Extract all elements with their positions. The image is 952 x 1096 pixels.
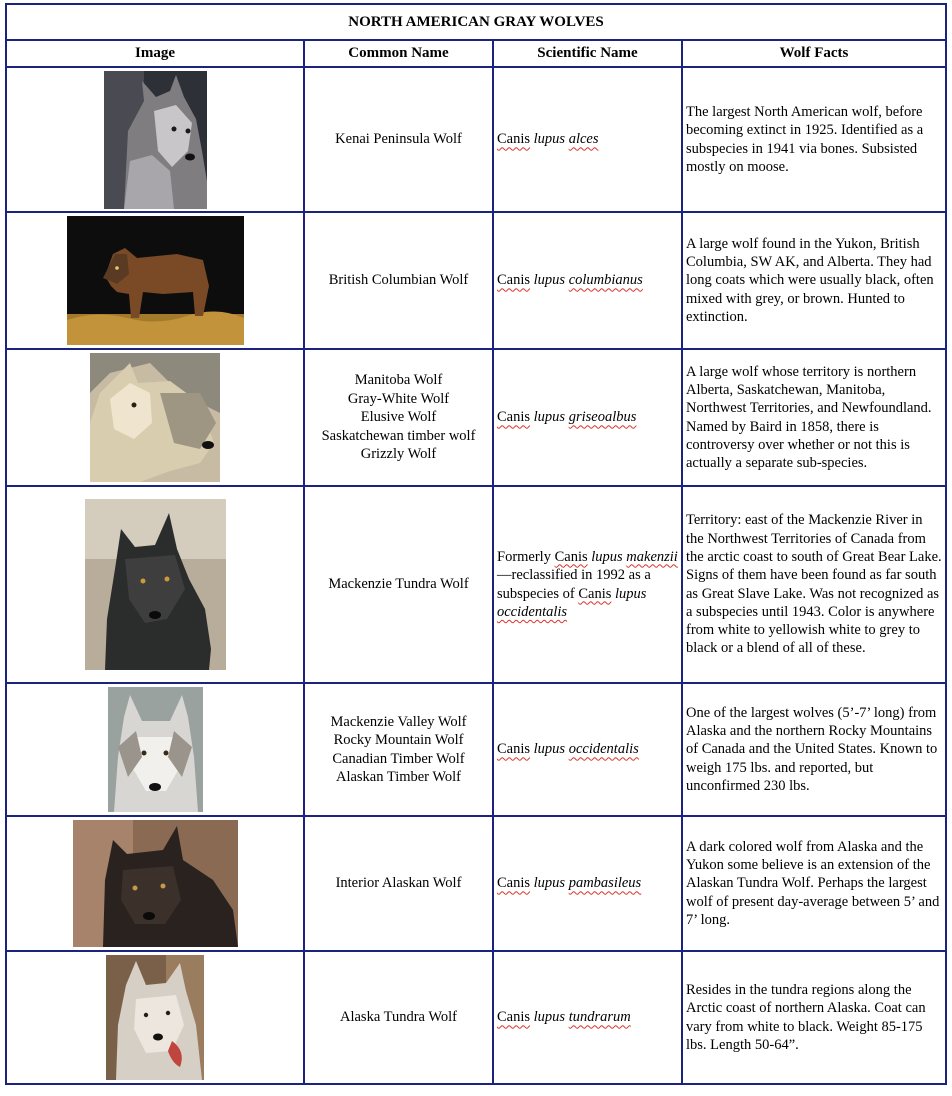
- common-name: Rocky Mountain Wolf: [333, 732, 464, 748]
- table-row: [6, 486, 946, 683]
- image-cell: [6, 951, 304, 1084]
- wolf-photo: [73, 820, 238, 947]
- subspecies: occidentalis: [568, 741, 639, 758]
- wolf-facts-cell: A dark colored wolf from Alaska and the Yukon some believe is an extension of the Alaskan Tundra Wolf. Perhaps the largest wolf of present day-average between 5’ and 7’ long.: [682, 816, 946, 951]
- wolf-facts-cell: One of the largest wolves (5’-7’ long) from Alaska and the northern Rocky Mountains of Canada and the United States. Known to weigh 175 lbs. and reported, but unconfirmed 230 lbs.: [682, 683, 946, 816]
- subspecies: tundrarum: [568, 1009, 631, 1026]
- species: lupus: [533, 409, 566, 426]
- header-row: [6, 40, 946, 67]
- common-name: Manitoba Wolf: [354, 372, 443, 389]
- common-name: Elusive Wolf: [360, 409, 437, 426]
- common-name: Alaskan Timber Wolf: [335, 769, 462, 785]
- common-name: Saskatchewan timber wolf: [321, 427, 476, 444]
- genus: Canis: [554, 548, 588, 565]
- wolf-facts-cell: A large wolf whose territory is northern Alberta, Saskatchewan, Manitoba, Northwest Territories, and Newfoundland. Named by Baird in 1858, there is controversy over whether or not this is actually a separate sub-species.: [682, 349, 946, 486]
- common-name: Mackenzie Valley Wolf: [330, 713, 467, 730]
- genus: Canis: [497, 875, 531, 892]
- genus: Canis: [497, 1009, 531, 1026]
- wolf-photo: [67, 216, 244, 345]
- wolf-photo: [90, 353, 220, 482]
- species: lupus: [591, 548, 623, 565]
- species: lupus: [533, 272, 566, 289]
- scientific-name-cell: [493, 349, 682, 486]
- genus: Canis: [497, 409, 531, 426]
- subspecies: occidentalis: [497, 604, 568, 620]
- title-row: [6, 4, 946, 40]
- scientific-middle-text: —reclassified in 1992 as a subspecies of: [497, 567, 651, 602]
- image-cell: [6, 349, 304, 486]
- subspecies: griseoalbus: [568, 409, 637, 426]
- species: lupus: [533, 875, 566, 892]
- common-name: Alaska Tundra Wolf: [340, 1009, 457, 1026]
- wolf-photo: [106, 955, 204, 1080]
- table-title: NORTH AMERICAN GRAY WOLVES: [6, 4, 946, 40]
- scientific-name-cell: [493, 67, 682, 212]
- common-name-cell: [304, 951, 493, 1084]
- subspecies: makenzii: [626, 548, 678, 565]
- column-header-wolf-facts: Wolf Facts: [682, 40, 946, 67]
- table-row: [6, 349, 946, 486]
- common-name-cell: [304, 486, 493, 683]
- species: lupus: [615, 585, 647, 602]
- scientific-name-cell: [493, 486, 682, 683]
- column-header-scientific-name: Scientific Name: [493, 40, 682, 67]
- table-row: [6, 212, 946, 349]
- species: lupus: [533, 1009, 566, 1026]
- common-name: Interior Alaskan Wolf: [335, 875, 462, 892]
- wolf-facts-cell: A large wolf found in the Yukon, British Columbia, SW AK, and Alberta. They had long coats which were usually black, often mixed with grey, or brown. Hunted to extinction.: [682, 212, 946, 349]
- table-row: [6, 816, 946, 951]
- genus: Canis: [578, 585, 612, 602]
- common-name: British Columbian Wolf: [328, 272, 469, 289]
- common-name-cell: [304, 683, 493, 816]
- scientific-name-cell: [493, 212, 682, 349]
- common-name: Kenai Peninsula Wolf: [335, 131, 462, 148]
- common-name-cell: [304, 67, 493, 212]
- scientific-name-cell: [493, 951, 682, 1084]
- table-row: [6, 683, 946, 816]
- subspecies: alces: [568, 131, 599, 148]
- image-cell: [6, 486, 304, 683]
- wolf-facts-cell: Territory: east of the Mackenzie River in the Northwest Territories of Canada from the arctic coast to south of Great Bear Lake. Signs of them have been found as far south as Great Slave Lake. Was not recognized as a subspecies until 1943. Color is anywhere from white to yellowish white to grey to black or a blend of all of these.: [682, 486, 946, 683]
- common-name: Gray-White Wolf: [347, 390, 450, 407]
- common-name-cell: [304, 816, 493, 951]
- wolf-photo: [104, 71, 207, 209]
- image-cell: [6, 816, 304, 951]
- common-name: Grizzly Wolf: [360, 446, 437, 463]
- wolf-table: [5, 3, 947, 1085]
- column-header-image: Image: [6, 40, 304, 67]
- subspecies: columbianus: [568, 272, 643, 289]
- wolf-photo: [85, 499, 226, 670]
- species: lupus: [533, 131, 566, 148]
- image-cell: [6, 683, 304, 816]
- common-name: Canadian Timber Wolf: [332, 750, 465, 767]
- wolf-facts-cell: The largest North American wolf, before becoming extinct in 1925. Identified as a subspecies in 1941 via bones. Subsisted mostly on moose.: [682, 67, 946, 212]
- wolf-facts-cell: Resides in the tundra regions along the Arctic coast of northern Alaska. Coat can vary from white to black. Weight 85-175 lbs. Length 50-64”.: [682, 951, 946, 1084]
- common-name-cell: [304, 212, 493, 349]
- column-header-common-name: Common Name: [304, 40, 493, 67]
- image-cell: [6, 67, 304, 212]
- genus: Canis: [497, 272, 531, 289]
- scientific-name-cell: [493, 683, 682, 816]
- genus: Canis: [497, 741, 531, 758]
- wolf-photo: [108, 687, 203, 812]
- table-row: [6, 67, 946, 212]
- common-name: Mackenzie Tundra Wolf: [328, 576, 469, 593]
- table-row: [6, 951, 946, 1084]
- genus: Canis: [497, 131, 531, 148]
- image-cell: [6, 212, 304, 349]
- common-name-cell: [304, 349, 493, 486]
- scientific-prefix: Formerly: [497, 548, 551, 565]
- subspecies: pambasileus: [568, 875, 642, 892]
- species: lupus: [533, 741, 566, 758]
- scientific-name-cell: [493, 816, 682, 951]
